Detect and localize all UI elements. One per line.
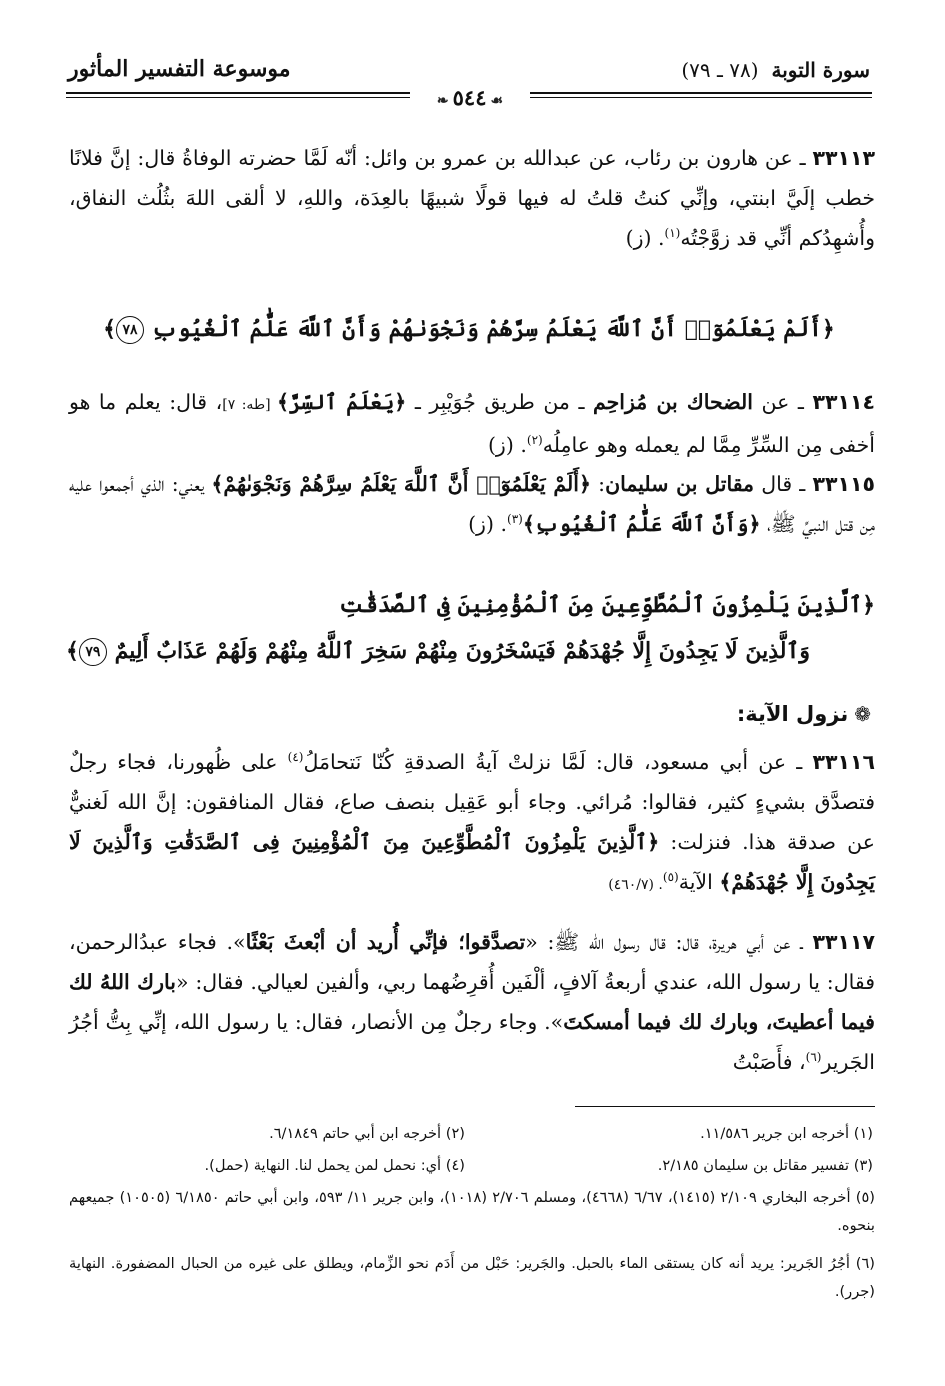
narration-number: ٣٣١١٤ [812,390,875,414]
source-tag: . (ز) [487,433,527,457]
narration-33114 [69,382,875,465]
verse-close-bracket: ﴾ [103,316,117,342]
narration-number: ٣٣١١٥ [812,472,875,496]
running-head-surah [681,58,870,82]
verse-range: (٧٨ ـ ٧٩) [681,58,759,82]
footnote-5: (٥) أخرجه البخاري ٢/١٠٩ (١٤١٥)، ٦/٦٧ (٤٦٦٨)، ومسلم ٢/٧٠٦ (١٠١٨)، وابن جرير ١١/ ٥٩٣، وابن أبي حاتم ٦/١٨٥٠ (١٠٥٠٥) جميعهم بنحوه. [69,1189,875,1234]
footnote-marker: (٦) [805,1050,822,1065]
quran-verse-79-line2 [66,630,872,672]
quran-verse-79-line1: ﴿ٱلَّذِينَ يَلْمِزُونَ ٱلْمُطَّوِّعِينَ مِنَ ٱلْمُؤْمِنِينَ فِى ٱلصَّدَقَٰتِ [339,592,875,618]
footnote-4: (٤) أي: نحمل لمن يحمل لنا. النهاية (حمل). [204,1157,465,1174]
footnote-3: (٣) تفسير مقاتل بن سليمان ٢/١٨٥. [657,1157,873,1174]
narrator-name: الضحاك بن مُزاحِم [592,390,753,414]
quran-quote: ﴿ٱلَّذِينَ يَلْمِزُونَ ٱلْمُطَّوِّعِينَ مِنَ ٱلْمُؤْمِنِينَ فِى ٱلصَّدَقَٰتِ وَٱلَّذِينَ لَا يَجِدُونَ إِلَّا جُهْدَهُمْ﴾ [69,830,875,894]
volume-reference: . (٤٦٠/٧) [608,877,663,893]
narration-text: يعني: الذي أجمعوا عليه مِن قتل النبيِّ ﷺ، [69,472,875,536]
narration-33115 [69,464,875,544]
surah-reference: [طه: ٧] [222,397,278,413]
hadith-quote: تصدَّقوا؛ فإنِّي أُريد أن أبْعثَ بَعْثًا [245,930,526,954]
narration-text: ـ عن [753,390,813,414]
verse-number-icon: ٧٨ [116,316,144,344]
page-number-box [410,84,530,112]
quran-quote: ﴿أَلَمْ يَعْلَمُوٓا۟ أَنَّ ٱللَّهَ يَعْلَمُ سِرَّهُمْ وَنَجْوَىٰهُمْ﴾ [211,472,591,496]
narration-33113 [69,138,875,258]
verse-number-icon: ٧٩ [79,638,107,666]
narration-number: ٣٣١١٧ [812,930,875,954]
narration-text: ـ عن أبي مسعود، قال: لَمَّا نزلتْ آيةُ الصدقةِ كُنّا نَتحامَلُ [303,750,813,774]
narration-33117 [69,922,875,1082]
footnote-6: (٦) أجُرُ الجَرير: يريد أنه كان يستقى الماء بالحبل. والجَرير: حَبْل من أَدَم نحو الزِّمام، ويطلق على غيره من الحبال المضفورة. النهاية (جرر). [69,1255,875,1300]
narration-text: ، قال: يعلم ما هو أخفى مِن السِّرِّ مِمَّا لم يعمله وهو عامِلُه [69,390,875,457]
narration-33116 [69,742,875,905]
quran-verse-78 [66,308,872,350]
narration-number: ٣٣١١٦ [812,750,875,774]
narration-text: ـ عن أبي هريرة، قال: قال رسول الله ﷺ: « [525,930,813,954]
verse-close-bracket: ﴾ [66,638,79,664]
narration-text: على ظُهورنا، فجاء رجلٌ فتصدَّق بشيءٍ كثير، فقالوا: مُرائي. وجاء أبو عَقِيل بنصف صاع، فقال المنافقون: إنَّ الله لَغنيٌّ عن صدقة هذا. فنزلت: [69,750,875,854]
flower-icon: ❁ [854,702,871,726]
footnote-separator [575,1106,875,1107]
narration-text: ـ عن هارون بن رئاب، عن عبدالله بن عمرو بن وائل: أنّه لَمَّا حضرته الوفاةُ قال: إنَّ فلانًا خطب إلَيَّ ابنتي، وإنِّي كنتُ قلتُ له فيها قولًا شبيهًا بالعِدَة، واللهِ، لا ألقى اللهَ بثُلُث النفاق، وأُشهِدُكم أنِّي قد زوَّجْتُه [69,146,875,250]
footnote-marker: (٢) [526,433,543,448]
ornament-icon: ☙ [490,93,504,109]
surah-name: سورة التوبة [771,58,870,82]
source-tag: . (ز) [468,512,507,536]
narration-text: : [591,472,606,496]
hadith-quote: بارك اللهُ لك فيما أعطيتَ، وبارك لك فيما أمسكتَ [69,970,875,1034]
page-number: ٥٤٤ [452,85,487,110]
footnote-marker: (٤) [287,750,304,765]
narration-text: ـ من طريق جُوَيْبِر ـ [406,390,593,414]
narration-number: ٣٣١١٣ [812,146,875,170]
verse-text: وَٱلَّذِينَ لَا يَجِدُونَ إِلَّا جُهْدَهُمْ فَيَسْخَرُونَ مِنْهُمْ سَخِرَ ٱللَّهُ مِنْهُمْ وَلَهُمْ عَذَابٌ أَلِيمٌ [114,638,810,664]
ornament-icon: ❧ [436,93,449,109]
verse-text: ﴿أَلَمْ يَعْلَمُوٓا۟ أَنَّ ٱللَّهَ يَعْلَمُ سِرَّهُمْ وَنَجْوَىٰهُمْ وَأَنَّ ٱللَّهَ عَلَّٰمُ ٱلْغُيُوبِ [151,316,835,342]
footnote-marker: (٥) [662,870,679,885]
quran-quote: ﴿وَأَنَّ ٱللَّهَ عَلَّٰمُ ٱلْغُيُوبِ﴾ [522,512,761,536]
narration-text: الآية [678,870,720,894]
narrator-name: مقاتل بن سليمان [605,472,755,496]
footnote-marker: (٣) [507,512,523,527]
heading-text: نزول الآية: [736,702,849,726]
narration-text: ـ قال [754,472,813,496]
footnote-1: (١) أخرجه ابن جرير ١١/٥٨٦. [700,1125,873,1142]
footnote-marker: (١) [664,226,681,241]
section-heading [737,702,871,726]
narration-text: ، فأَصَبْتُ [732,1050,806,1074]
quran-quote: ﴿يَعْلَمُ ٱلسِّرَّ﴾ [277,390,407,414]
narration-text: ». وجاء رجلٌ مِن الأنصار، فقال: يا رسول الله، إنِّي بِتُّ أجُرُ الجَرير [69,1010,875,1074]
narration-text: ». فجاء عبدُالرحمن، فقال: يا رسول الله، عندي أربعةُ آلافٍ، ألْفَين أُقرِضُهما ربي، وألفين لعيالي. فقال: « [69,930,876,994]
footnote-2: (٢) أخرجه ابن أبي حاتم ٦/١٨٤٩. [269,1125,465,1142]
source-tag: . (ز) [625,226,665,250]
running-head-book-title: موسوعة التفسير المأثور [68,56,291,82]
